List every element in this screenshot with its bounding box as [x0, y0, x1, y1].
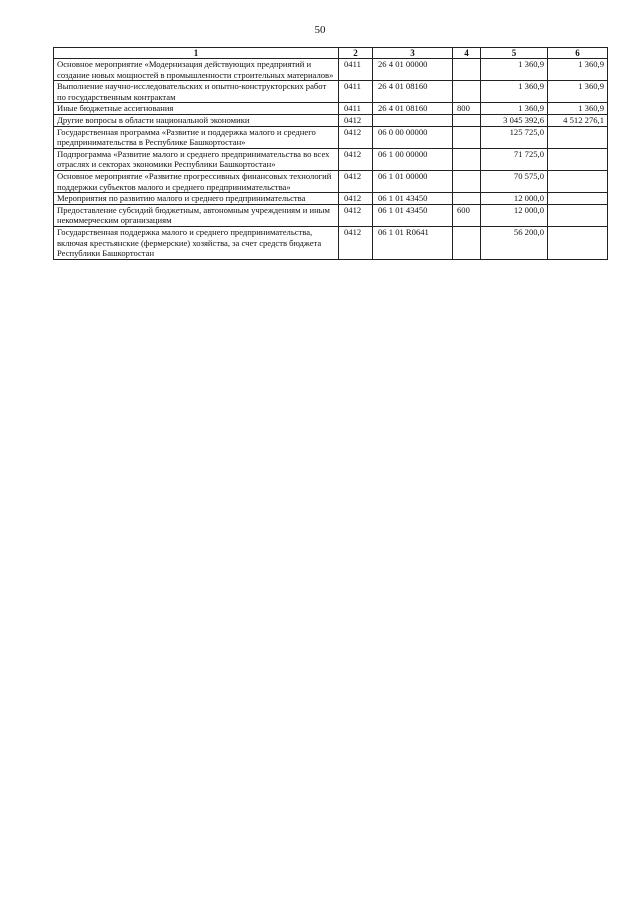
row-expense-type	[453, 59, 481, 81]
row-amount-2: 4 512 276,1	[548, 114, 608, 126]
row-amount-1: 70 575,0	[481, 170, 548, 192]
row-section-code: 0411	[339, 59, 373, 81]
row-amount-2	[548, 204, 608, 226]
table-row	[54, 148, 608, 170]
table-row	[54, 81, 608, 103]
row-amount-2	[548, 170, 608, 192]
row-amount-2: 1 360,9	[548, 59, 608, 81]
row-expense-type: 800	[453, 103, 481, 115]
row-section-code: 0412	[339, 126, 373, 148]
row-amount-2	[548, 193, 608, 205]
row-expense-type	[453, 81, 481, 103]
column-header-1: 1	[54, 48, 339, 59]
table-header-row	[54, 48, 608, 59]
row-expense-type	[453, 126, 481, 148]
row-section-code: 0412	[339, 204, 373, 226]
row-amount-2: 1 360,9	[548, 81, 608, 103]
row-expense-type	[453, 170, 481, 192]
row-target-code	[373, 114, 453, 126]
row-target-code: 06 1 01 R0641	[373, 226, 453, 259]
row-section-code: 0412	[339, 193, 373, 205]
row-name: Государственная программа «Развитие и поддержка малого и среднего предпринимательства в Республике Башкортостан»	[54, 126, 339, 148]
table-row	[54, 103, 608, 115]
row-section-code: 0412	[339, 226, 373, 259]
row-name: Предоставление субсидий бюджетным, автономным учреждениям и иным некоммерческим организациям	[54, 204, 339, 226]
row-name: Государственная поддержка малого и среднего предпринимательства, включая крестьянские (фермерские) хозяйства, за счет средств бюджета Республики Башкортостан	[54, 226, 339, 259]
row-amount-1: 1 360,9	[481, 81, 548, 103]
row-target-code: 06 1 01 43450	[373, 193, 453, 205]
row-name: Основное мероприятие «Модернизация действующих предприятий и создание новых мощностей в промышленности строительных материалов»	[54, 59, 339, 81]
row-section-code: 0412	[339, 148, 373, 170]
row-expense-type	[453, 148, 481, 170]
row-section-code: 0412	[339, 170, 373, 192]
table-row	[54, 193, 608, 205]
row-expense-type	[453, 114, 481, 126]
row-amount-2	[548, 126, 608, 148]
row-amount-1: 12 000,0	[481, 193, 548, 205]
row-target-code: 06 1 01 00000	[373, 170, 453, 192]
row-expense-type: 600	[453, 204, 481, 226]
row-amount-2: 1 360,9	[548, 103, 608, 115]
row-target-code: 06 0 00 00000	[373, 126, 453, 148]
column-header-4: 4	[453, 48, 481, 59]
table-row	[54, 226, 608, 259]
row-name: Выполнение научно-исследовательских и опытно-конструкторских работ по государственным контрактам	[54, 81, 339, 103]
row-amount-2	[548, 226, 608, 259]
row-amount-1: 1 360,9	[481, 59, 548, 81]
row-name: Иные бюджетные ассигнования	[54, 103, 339, 115]
row-target-code: 26 4 01 08160	[373, 81, 453, 103]
table-row	[54, 114, 608, 126]
row-amount-1: 71 725,0	[481, 148, 548, 170]
row-target-code: 26 4 01 08160	[373, 103, 453, 115]
row-target-code: 26 4 01 00000	[373, 59, 453, 81]
row-section-code: 0412	[339, 114, 373, 126]
page-number: 50	[314, 24, 326, 36]
row-name: Подпрограмма «Развитие малого и среднего предпринимательства во всех отраслях и секторах экономики Республики Башкортостан»	[54, 148, 339, 170]
row-amount-1: 12 000,0	[481, 204, 548, 226]
row-name: Другие вопросы в области национальной экономики	[54, 114, 339, 126]
row-expense-type	[453, 226, 481, 259]
row-expense-type	[453, 193, 481, 205]
budget-table	[53, 47, 608, 260]
row-target-code: 06 1 00 00000	[373, 148, 453, 170]
row-section-code: 0411	[339, 81, 373, 103]
column-header-3: 3	[373, 48, 453, 59]
row-amount-1: 125 725,0	[481, 126, 548, 148]
row-amount-1: 3 045 392,6	[481, 114, 548, 126]
row-target-code: 06 1 01 43450	[373, 204, 453, 226]
row-amount-2	[548, 148, 608, 170]
row-name: Основное мероприятие «Развитие прогрессивных финансовых технологий поддержки субъектов малого и среднего предпринимательства»	[54, 170, 339, 192]
column-header-5: 5	[481, 48, 548, 59]
table-row	[54, 204, 608, 226]
table-row	[54, 126, 608, 148]
row-amount-1: 1 360,9	[481, 103, 548, 115]
column-header-2: 2	[339, 48, 373, 59]
table-row	[54, 170, 608, 192]
column-header-6: 6	[548, 48, 608, 59]
row-name: Мероприятия по развитию малого и среднего предпринимательства	[54, 193, 339, 205]
table-row	[54, 59, 608, 81]
row-section-code: 0411	[339, 103, 373, 115]
row-amount-1: 56 200,0	[481, 226, 548, 259]
